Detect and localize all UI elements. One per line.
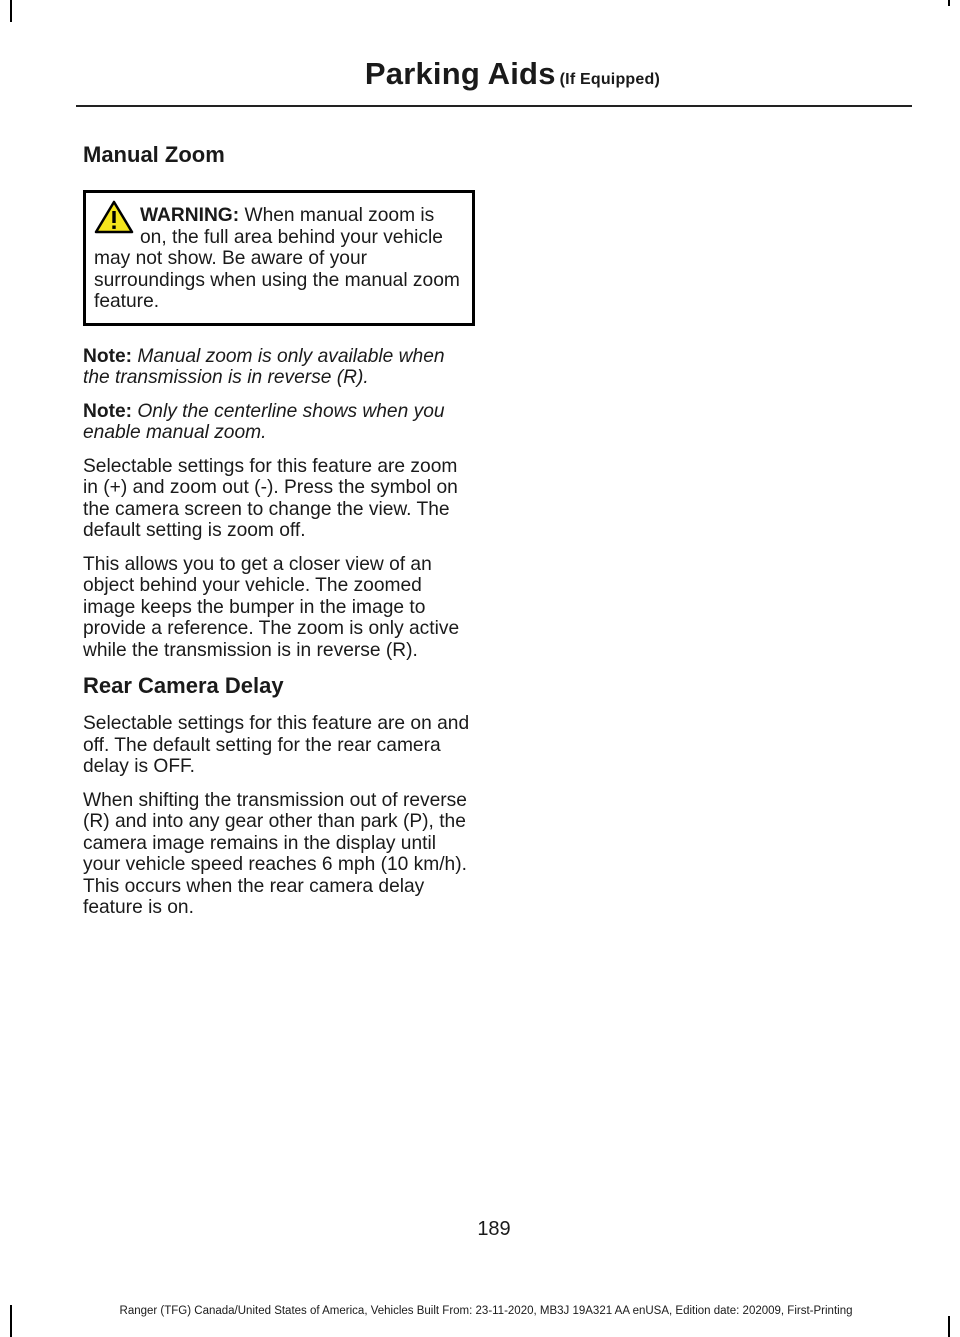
page-header: [330, 56, 660, 92]
header-subtitle: (If Equipped): [559, 71, 660, 88]
paragraph: Selectable settings for this feature are zoom in (+) and zoom out (-). Press the symbol on the camera screen to change the view. The default setting is zoom off.: [83, 455, 458, 541]
crop-mark: [948, 0, 950, 6]
crop-mark: [10, 1305, 12, 1337]
page-number: 189: [477, 1218, 511, 1240]
warning-label: WARNING:: [140, 205, 240, 226]
note: [83, 401, 475, 444]
footer-text: Ranger (TFG) Canada/United States of America, Vehicles Built From: 23-11-2020, MB3J 19A321 AA enUSA, Edition date: 202009, First-Printing: [119, 1305, 853, 1317]
note: [83, 346, 475, 389]
paragraph: This allows you to get a closer view of an object behind your vehicle. The zoomed image keeps the bumper in the image to provide a reference. The zoom is only active while the transmission is in reverse (R).: [83, 553, 460, 661]
header-divider: [76, 105, 912, 107]
warning-box: [83, 190, 475, 326]
section-heading-rear-camera-delay: Rear Camera Delay: [83, 673, 284, 698]
note-label: Note:: [83, 345, 133, 367]
crop-mark: [948, 1316, 950, 1337]
note-text: Manual zoom is only available when the transmission is in reverse (R).: [83, 345, 445, 388]
main-column: [83, 142, 475, 931]
note-text: Only the centerline shows when you enable manual zoom.: [83, 400, 445, 443]
paragraph: When shifting the transmission out of reverse (R) and into any gear other than park (P), the camera image remains in the display until your vehicle speed reaches 6 mph (10 km/h). This occurs when the rear camera delay feature is on.: [83, 789, 467, 918]
header-title: Parking Aids: [364, 56, 556, 91]
section-heading-manual-zoom: Manual Zoom: [83, 142, 225, 167]
note-label: Note:: [83, 400, 133, 422]
warning-triangle-icon: [94, 200, 134, 234]
paragraph: Selectable settings for this feature are on and off. The default setting for the rear camera delay is OFF.: [83, 713, 470, 777]
crop-mark: [10, 0, 12, 22]
warning-text: When manual zoom is on, the full area behind your vehicle may not show. Be aware of your surroundings when using the manual zoom feature.: [94, 205, 460, 312]
